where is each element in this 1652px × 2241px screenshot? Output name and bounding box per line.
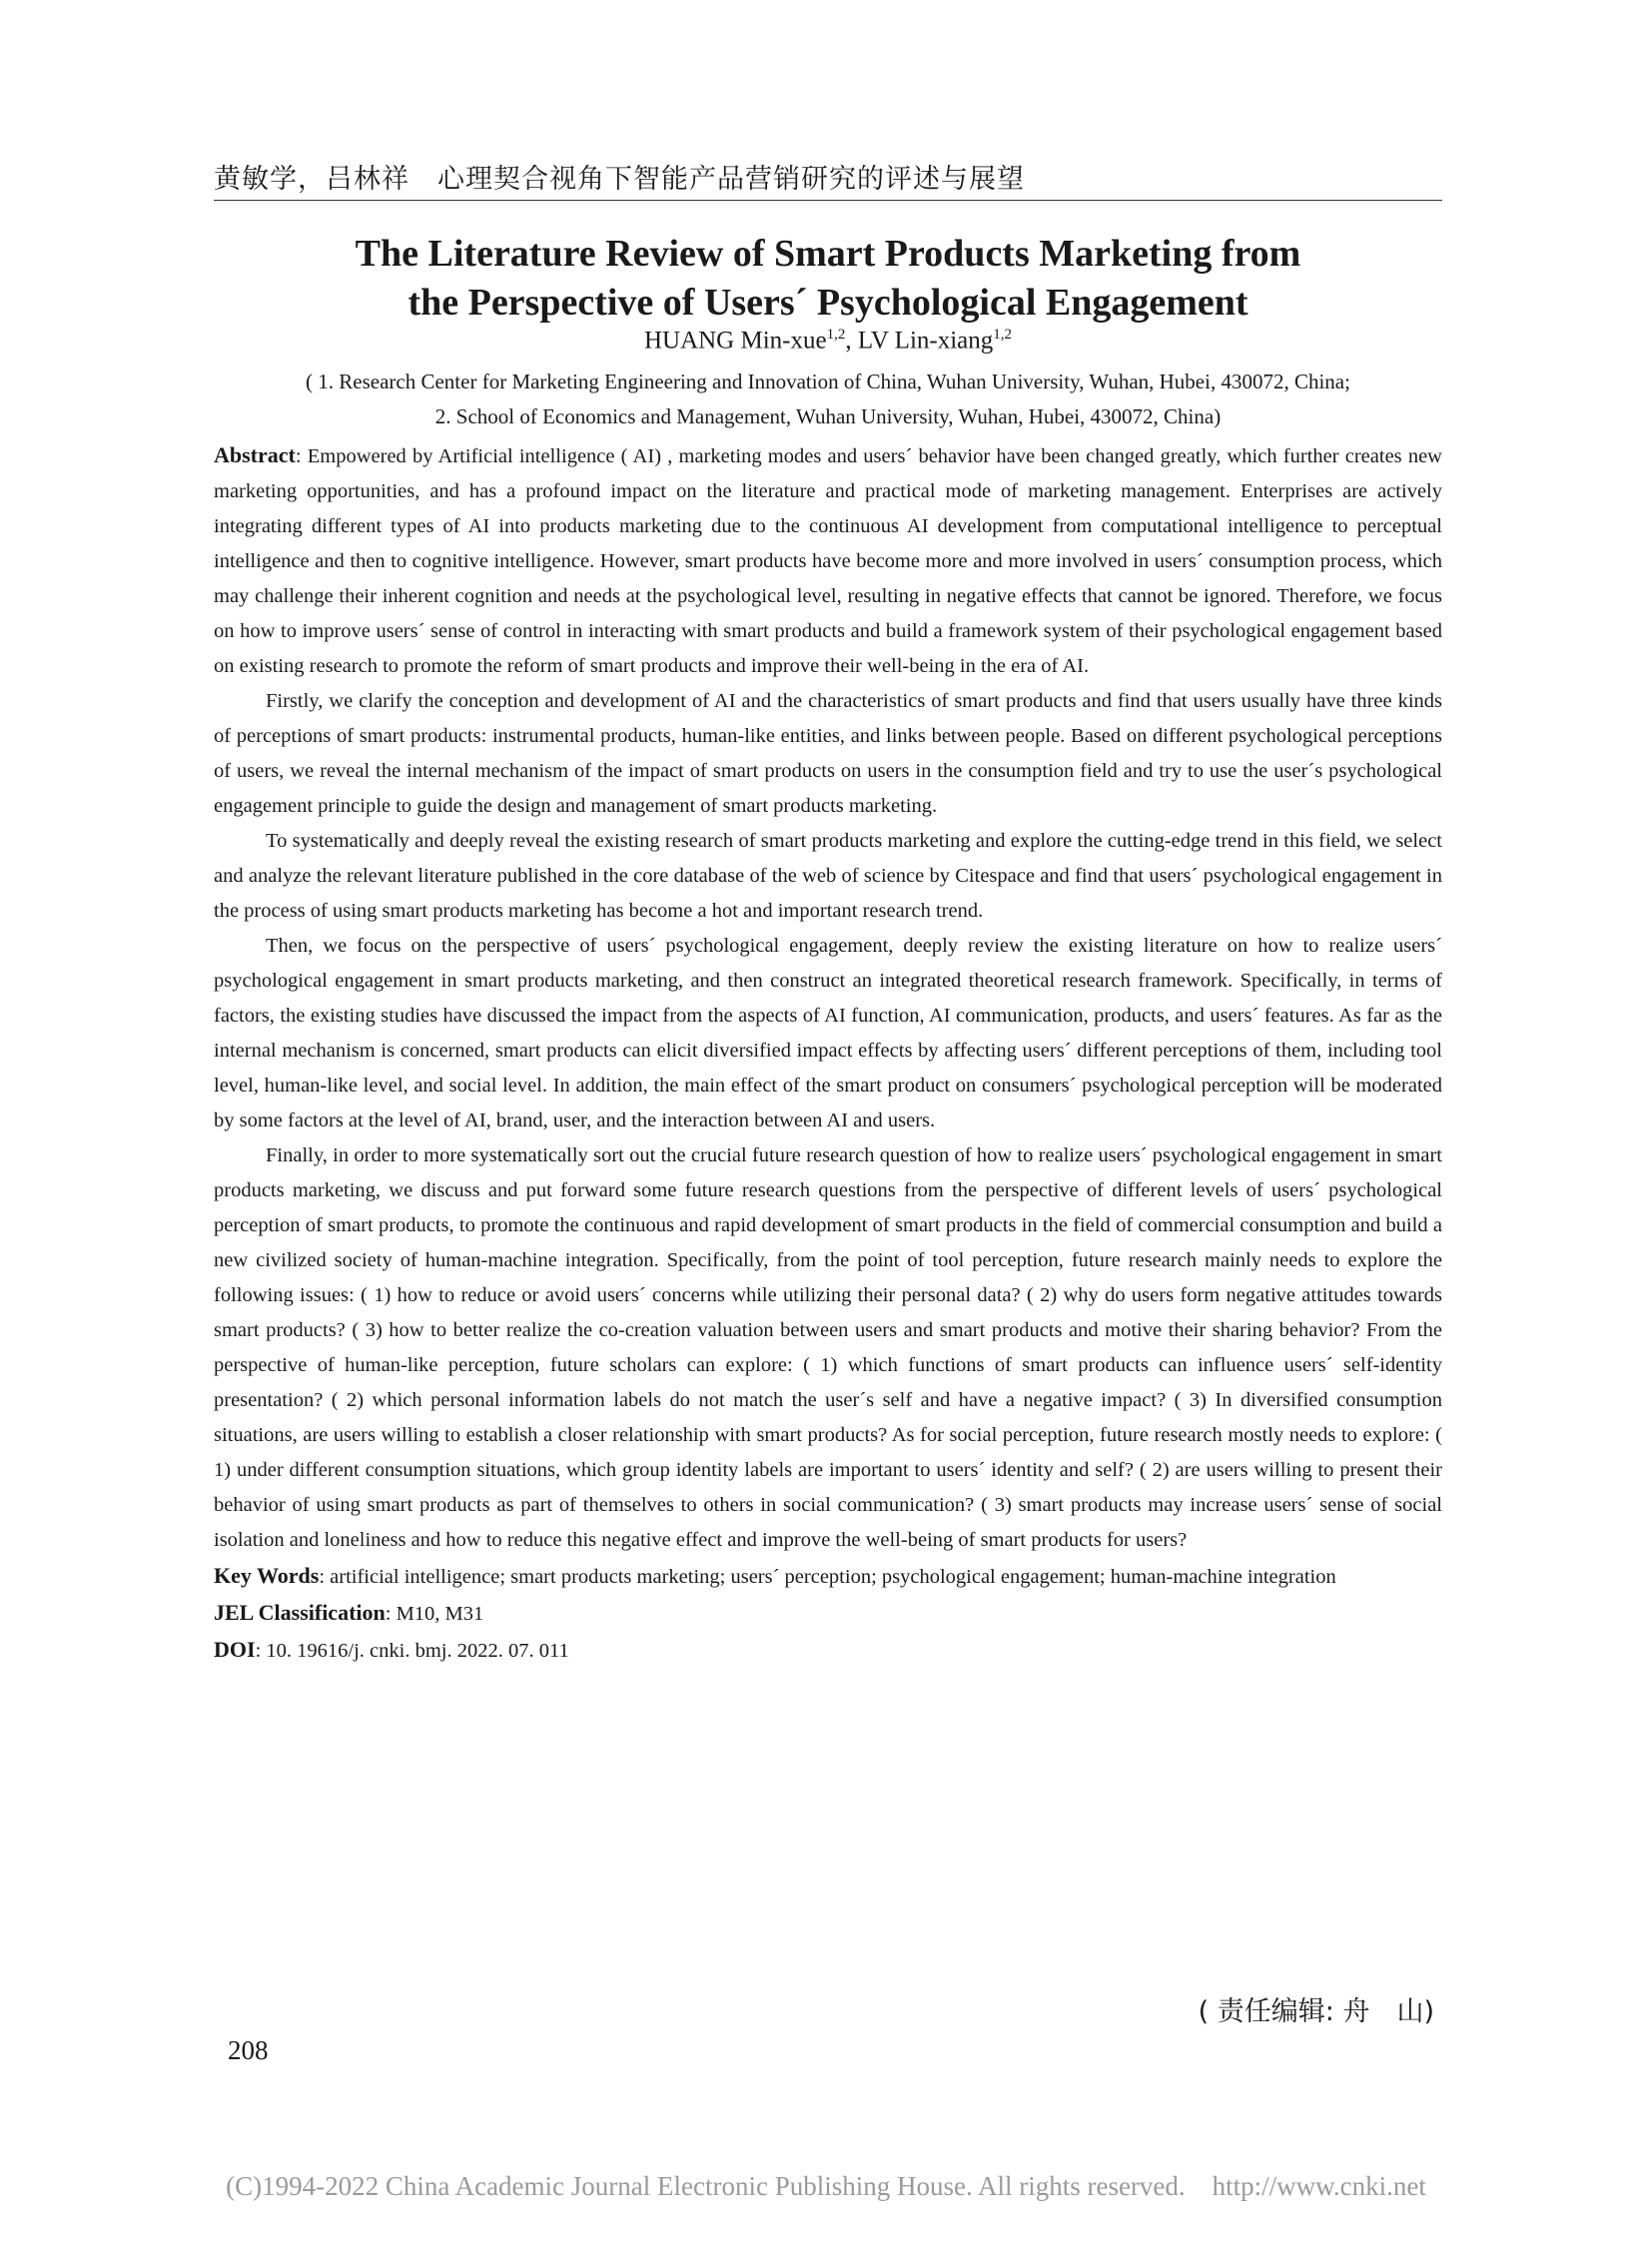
abstract-paragraph: Firstly, we clarify the conception and development of AI and the characteristics of smart products and find that users usually have three kinds of perceptions of smart products: instrumental products, human-like entities, and links between people. Based on different psychological perceptions of users, we reveal the internal mechanism of the impact of smart products on users in the consumption field and try to use the user´s psychological engagement principle to guide the design and management of smart products marketing.: [214, 690, 1442, 817]
author-affiliation-mark: 1,2: [826, 327, 846, 343]
keywords-line: [214, 1558, 1442, 1595]
doi-label: DOI: [214, 1637, 256, 1662]
doi-line: [214, 1632, 1442, 1669]
author-line: [214, 327, 1442, 355]
abstract-section: [214, 437, 1442, 1669]
abstract-paragraph: Then, we focus on the perspective of users´ psychological engagement, deeply review the existing literature on how to realize users´ psychological engagement in smart products marketing, and then construct an integrated theoretical research framework. Specifically, in terms of factors, the existing studies have discussed the impact from the aspects of AI function, AI communication, products, and users´ features. As far as the internal mechanism is concerned, smart products can elicit diversified impact effects by affecting users´ different perceptions of them, including tool level, human-like level, and social level. In addition, the main effect of the smart product on consumers´ psychological perception will be moderated by some factors at the level of AI, brand, user, and the interaction between AI and users.: [214, 935, 1442, 1131]
copyright-footer: (C)1994-2022 China Academic Journal Electronic Publishing House. All rights reserved. http://www.cnki.net: [226, 2171, 1426, 2201]
keywords-label: Key Words: [214, 1563, 320, 1588]
page-number: 208: [228, 2035, 269, 2065]
jel-line: [214, 1595, 1442, 1632]
running-header: 黄敏学，吕林祥 心理契合视角下智能产品营销研究的评述与展望: [214, 164, 1025, 195]
title-line-2: the Perspective of Users´ Psychological Engagement: [408, 282, 1248, 324]
abstract-text: : Empowered by Artificial intelligence ( AI) , marketing modes and users´ behavior have been changed greatly, which further creates new marketing opportunities, and has a profound impact on the literature and practical mode of marketing management. Enterprises are actively integrating different types of AI into products marketing due to the continuous AI development from computational intelligence to perceptual intelligence and then to cognitive intelligence. However, smart products have become more and more involved in users´ consumption process, which may challenge their inherent cognition and needs at the psychological level, resulting in negative effects that cannot be ignored. Therefore, we focus on how to improve users´ sense of control in interacting with smart products and build a framework system of their psychological engagement based on existing research to promote the reform of smart products and improve their well-being in the era of AI.: [214, 445, 1442, 677]
editor-note: ( 责任编辑: 舟 山): [1198, 1996, 1434, 2027]
jel-text: : M10, M31: [385, 1603, 484, 1625]
abstract-paragraph: Finally, in order to more systematically sort out the crucial future research question of how to realize users´ psychological engagement in smart products marketing, we discuss and put forward some future research questions from the perspective of different levels of users´ psychological perception of smart products, to promote the continuous and rapid development of smart products in the field of commercial consumption and build a new civilized society of human-machine integration. Specifically, from the point of tool perception, future research mainly needs to explore the following issues: ( 1) how to reduce or avoid users´ concerns while utilizing their personal data? ( 2) why do users form negative attitudes towards smart products? ( 3) how to better realize the co-creation valuation between users and smart products and motive their sharing behavior? From the perspective of human-like perception, future scholars can explore: ( 1) which functions of smart products can influence users´ self-identity presentation? ( 2) which personal information labels do not match the user´s self and have a negative impact? ( 3) In diversified consumption situations, are users willing to establish a closer relationship with smart products? As for social perception, future research mostly needs to explore: ( 1) under different consumption situations, which group identity labels are important to users´ identity and self? ( 2) are users willing to present their behavior of using smart products as part of themselves to others in social communication? ( 3) smart products may increase users´ sense of social isolation and loneliness and how to reduce this negative effect and improve the well-being of smart products for users?: [214, 1144, 1442, 1551]
affiliation-1: ( 1. Research Center for Marketing Engineering and Innovation of China, Wuhan University, Wuhan, Hubei, 430072, China;: [306, 370, 1350, 393]
jel-label: JEL Classification: [214, 1600, 386, 1625]
header-divider: [214, 200, 1442, 201]
doi-text: : 10. 19616/j. cnki. bmj. 2022. 07. 011: [255, 1640, 569, 1662]
abstract-paragraph: [214, 437, 1442, 684]
keywords-text: : artificial intelligence; smart products marketing; users´ perception; psychological engagement; human-machine integration: [319, 1566, 1336, 1588]
title-line-1: The Literature Review of Smart Products Marketing from: [355, 233, 1301, 275]
abstract-label: Abstract: [214, 442, 296, 467]
article-title: [214, 230, 1442, 328]
affiliation-2: 2. School of Economics and Management, Wuhan University, Wuhan, Hubei, 430072, China): [434, 404, 1222, 428]
author-name: LV Lin-xiang: [857, 327, 994, 355]
abstract-paragraph: To systematically and deeply reveal the existing research of smart products marketing and explore the cutting-edge trend in this field, we select and analyze the relevant literature published in the core database of the web of science by Citespace and find that users´ psychological engagement in the process of using smart products marketing has become a hot and important research trend.: [214, 830, 1442, 922]
author-separator: ,: [845, 327, 858, 355]
author-name: HUANG Min-xue: [643, 327, 827, 355]
author-affiliation-mark: 1,2: [993, 327, 1013, 343]
